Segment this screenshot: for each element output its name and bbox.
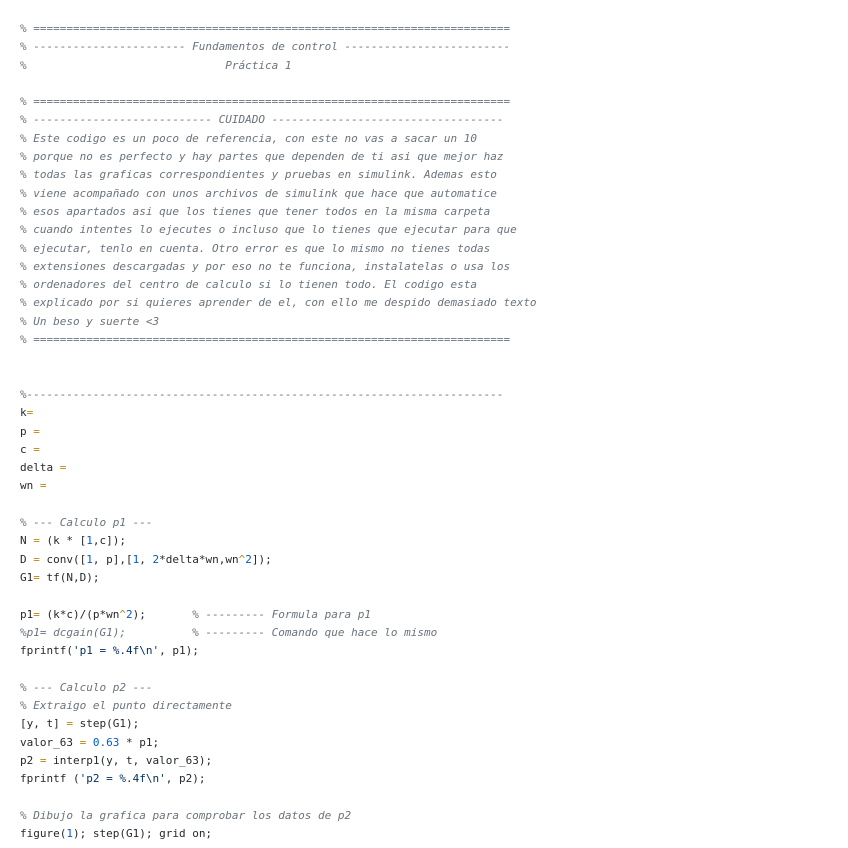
code-text: interp1(y, t, valor_63); [46,753,213,767]
code-operator: = [33,552,40,566]
code-comment: % ======================================================================== [20,333,511,347]
code-text: *delta*wn,wn [159,552,239,566]
code-comment: %------------------------------------------------------------------------ [20,387,504,401]
code-operator: = [26,406,34,420]
code-line [20,185,848,203]
code-text: * p1; [119,735,160,749]
code-text: fprintf ( [20,772,80,786]
code-comment: % ordenadores del centro de calculo si lo tienen todo. El codigo esta [20,278,477,292]
code-text: , p2); [165,772,206,786]
code-line [20,130,848,148]
code-text: , p],[ [92,552,133,566]
code-line [20,331,848,349]
code-line [20,496,848,514]
code-line [20,20,848,38]
code-line [20,221,848,239]
code-operator: = [39,753,47,767]
code-string: 'p1 = %.4f\n' [72,644,160,658]
code-comment: % ======================================================================== [20,22,511,35]
code-line [20,642,848,660]
code-comment: % --- Calculo p1 --- [20,516,153,530]
code-comment: % ======================================================================== [20,95,511,109]
code-comment: % Un beso y suerte <3 [20,314,160,328]
code-text: , [139,552,153,566]
code-line [20,38,848,56]
code-text: delta [20,461,60,475]
code-comment: % --------- Formula para p1 [192,607,372,621]
code-number: 1 [86,552,93,566]
code-number: 2 [152,552,160,566]
code-comment: % --------------------------- CUIDADO ----------------------------------- [20,113,504,127]
code-line [20,386,848,404]
code-line [20,148,848,166]
code-comment: % extensiones descargadas y por eso no te funciona, instalatelas o usa los [20,259,511,273]
code-operator: = [79,735,87,749]
code-comment: % viene acompañado con unos archivos de simulink que hace que automatice [20,186,497,200]
code-text: fprintf( [20,644,73,658]
code-line [20,349,848,367]
code-text: [y, t] [20,717,67,731]
code-line [20,679,848,697]
code-text [86,736,93,749]
code-operator: = [39,479,47,493]
code-operator: = [59,461,67,475]
code-line [20,788,848,806]
code-line [20,807,848,825]
code-text: k [20,406,27,420]
code-line [20,514,848,532]
code-text: p [20,424,34,438]
code-line [20,166,848,184]
code-comment: % Dibujo la grafica para comprobar los datos de p2 [20,808,352,822]
code-comment: % explicado por si quieres aprender de el, con ello me despido demasiado texto [20,296,537,310]
code-operator: = [33,424,40,438]
code-line [20,606,848,624]
code-comment: % ----------------------- Fundamentos de control ------------------------- [20,40,511,54]
code-text: , p1); [159,644,199,658]
code-line [20,660,848,678]
code-line [20,240,848,258]
code-line [20,313,848,331]
code-text: (k*c)/(p*wn [39,607,120,621]
code-text: (k * [ [39,534,87,548]
code-comment: % porque no es perfecto y hay partes que dependen de ti asi que mejor haz [20,150,504,164]
code-line [20,551,848,569]
code-line [20,477,848,495]
code-line [20,441,848,459]
code-operator: ^ [119,607,126,621]
code-operator: = [33,534,40,548]
code-line [20,587,848,605]
code-text: figure( [20,827,67,841]
code-text: wn [20,479,40,493]
code-line [20,459,848,477]
code-line [20,825,848,843]
code-number: 1 [66,827,73,841]
code-text: c [20,442,34,456]
code-line [20,294,848,312]
code-line [20,404,848,422]
code-line [20,423,848,441]
code-text: N [20,534,34,548]
code-line [20,276,848,294]
code-text: D [20,552,34,566]
code-line [20,203,848,221]
code-line [20,57,848,75]
code-text: tf(N,D); [39,570,100,584]
code-text: ,c]); [92,534,126,548]
code-line [20,368,848,386]
code-line [20,258,848,276]
code-line [20,752,848,770]
code-line [20,770,848,788]
code-comment: % ejecutar, tenlo en cuenta. Otro error es que lo mismo no tienes todas [20,241,491,255]
code-text: G1 [20,570,34,584]
code-text: p2 [20,753,40,767]
code-number: 2 [245,552,252,566]
code-text: ); step(G1); grid on; [72,827,213,841]
code-operator: = [33,607,40,621]
code-text: conv([ [39,552,87,566]
code-number: 1 [86,534,93,548]
code-text: ]); [251,552,272,566]
code-line [20,697,848,715]
code-text: p1 [20,607,34,621]
code-line [20,93,848,111]
code-line [20,569,848,587]
code-operator: = [33,570,40,584]
code-operator: = [33,442,40,456]
code-comment: % esos apartados asi que los tienes que tener todos en la misma carpeta [20,204,491,218]
code-number: 2 [125,607,133,621]
code-line [20,75,848,93]
code-comment: % Extraigo el punto directamente [20,698,232,712]
code-comment: % todas las graficas correspondientes y pruebas en simulink. Ademas esto [20,168,497,182]
code-number: 0.63 [92,735,120,749]
code-comment: % --- Calculo p2 --- [20,680,153,694]
code-string: 'p2 = %.4f\n' [79,772,166,786]
code-line [20,111,848,129]
code-comment: % cuando intentes lo ejecutes o incluso que lo tienes que ejecutar para que [20,223,517,237]
code-line [20,624,848,642]
code-comment: %p1= dcgain(G1); % --------- Comando que hace lo mismo [20,625,438,639]
code-line [20,715,848,733]
code-operator: ^ [238,552,246,566]
code-text: step(G1); [72,717,140,731]
code-comment: % Este codigo es un poco de referencia, con este no vas a sacar un 10 [20,131,477,145]
code-line [20,734,848,752]
code-comment: % Práctica 1 [20,58,292,72]
code-text: ); [132,607,193,621]
code-text: valor_63 [20,735,80,749]
code-line [20,532,848,550]
code-number: 1 [132,552,140,566]
code-operator: = [66,717,73,731]
